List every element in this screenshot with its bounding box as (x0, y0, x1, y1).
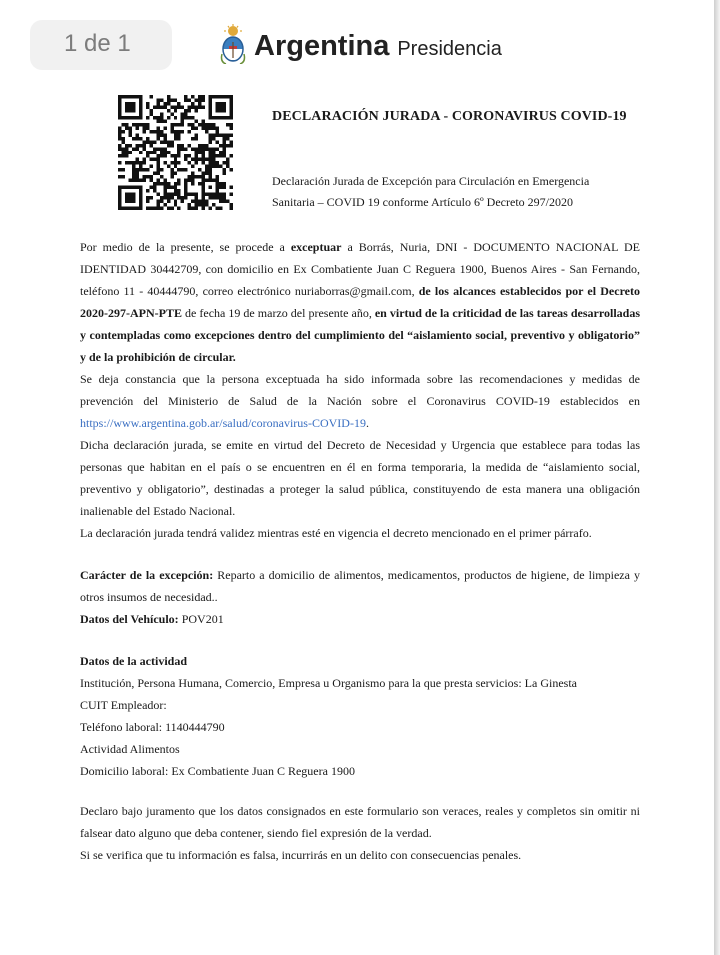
exception-character (80, 564, 640, 608)
exception-value: Reparto a domicilio de alimentos, medicamentos, productos de higiene, de limpieza y otros insumos de necesidad.. (80, 568, 640, 604)
subtitle-line-2: Sanitaria – COVID 19 conforme Artículo 6º Decreto 297/2020 (272, 195, 573, 209)
vehicle-value: POV201 (178, 612, 224, 626)
page-counter: 1 de 1 (64, 30, 131, 57)
document-title: DECLARACIÓN JURADA - CORONAVIRUS COVID-19 (272, 109, 627, 124)
exception-label: Carácter de la excepción: (80, 568, 214, 582)
activity-heading-text: Datos de la actividad (80, 654, 188, 668)
logo-subtitle: Presidencia (397, 38, 502, 60)
paragraph-exception (80, 236, 640, 368)
argentina-presidencia-logo (220, 24, 502, 69)
activity-cuit: CUIT Empleador: (80, 698, 167, 712)
para2-text: Se deja constancia que la persona exceptuada ha sido informada sobre las recomendaciones y medidas de prevención del Ministerio de Salud de la Nación sobre el Coronavirus COVID-19 establecidos en (80, 372, 640, 408)
activity-phone: Teléfono laboral: 1140444790 (80, 720, 225, 734)
coat-of-arms-icon (220, 24, 246, 69)
activity-heading (80, 650, 640, 672)
logo-name: Argentina (254, 30, 390, 62)
para1-bold-2: de los alcances establecidos por el Decreto 2020-297-APN-PTE (80, 284, 641, 320)
covid-info-link[interactable]: https://www.argentina.gob.ar/salud/coronavirus-COVID-19 (80, 416, 366, 430)
page-edge-shadow (714, 0, 720, 955)
qr-code (118, 95, 233, 210)
document-body (80, 236, 640, 866)
para2-end: . (365, 416, 369, 430)
vehicle-label: Datos del Vehículo: (80, 612, 179, 626)
para1-text-3: de fecha 19 de marzo del presente año, (182, 306, 375, 320)
paragraph-information (80, 368, 640, 434)
closing-declaration: Declaro bajo juramento que los datos consignados en este formulario son veraces, reales y completos sin omitir ni falsear dato alguno que deba contener, siendo fiel expresión de la verdad. (80, 804, 640, 840)
subtitle-line-1: Declaración Jurada de Excepción para Circulación en Emergencia (272, 174, 590, 188)
activity-address: Domicilio laboral: Ex Combatiente Juan C Reguera 1900 (80, 764, 355, 778)
vehicle-data (80, 608, 640, 630)
activity-type: Actividad Alimentos (80, 742, 180, 756)
para1-text-2: a Borrás, Nuria, DNI - DOCUMENTO NACIONAL DE IDENTIDAD 30442709, con domicilio en Ex Combatiente Juan C Reguera 1900, Buenos Aires - San Fernando, teléfono 11 - 40444790, correo electrónico nuriaborras@gmail.com, (80, 240, 640, 298)
paragraph-decree: Dicha declaración jurada, se emite en virtud del Decreto de Necesidad y Urgencia que establece para todas las personas que habitan en el país o se encuentren en él en forma temporaria, la medida de “aislamiento social, preventivo y obligatorio”, destinadas a proteger la salud pública, constituyendo de esta manera una obligación inalienable del Estado Nacional. (80, 438, 640, 518)
para1-bold-3: en virtud de la criticidad de las tareas desarrolladas y contempladas como excepciones dentro del cumplimiento del “aislamiento social, preventivo y obligatorio” y de la prohibición de circular. (80, 306, 640, 364)
para1-bold-1: exceptuar (290, 240, 342, 254)
para1-text-1: Por medio de la presente, se procede a (80, 240, 291, 254)
activity-institution: Institución, Persona Humana, Comercio, Empresa u Organismo para la que presta servicios: La Ginesta (80, 676, 577, 690)
closing-warning: Si se verifica que tu información es falsa, incurrirás en un delito con consecuencias penales. (80, 848, 522, 862)
paragraph-validity: La declaración jurada tendrá validez mientras esté en vigencia el decreto mencionado en el primer párrafo. (80, 526, 592, 540)
document-subtitle (272, 171, 612, 213)
